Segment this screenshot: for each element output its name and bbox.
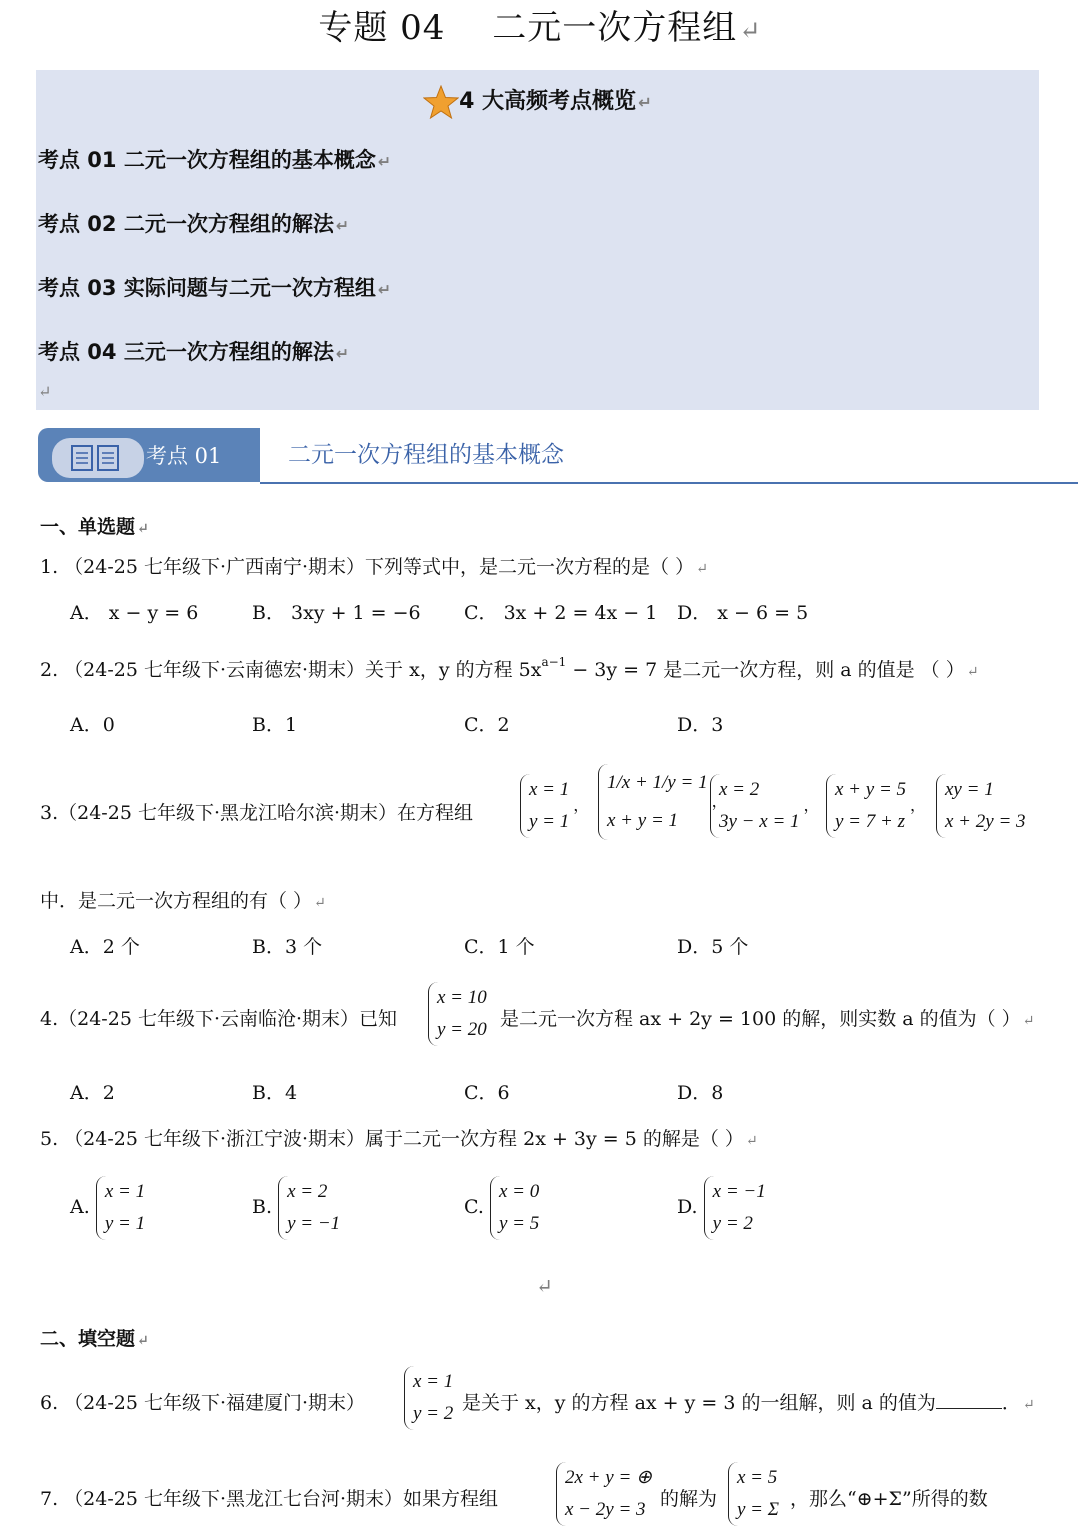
book-icon [52, 438, 144, 478]
section-heading-fill-in: 二、填空题 ↵ [40, 1328, 149, 1350]
topic-banner [38, 428, 1078, 488]
topic-title: 二元一次方程组的基本概念 [288, 442, 564, 468]
q7-mid: 的解为 [660, 1488, 718, 1510]
q4-option-c: C．6 [464, 1082, 510, 1104]
question-3: 3.（24-25 七年级下·黑龙江哈尔滨·期末）在方程组 [40, 802, 474, 824]
q1-option-c: C． 3x + 2 = 4x − 1 [464, 602, 658, 624]
q3-system-5: xy = 1 x + 2y = 3 [936, 774, 1030, 838]
question-6: 6. （24-25 七年级下·福建厦门·期末） [40, 1392, 366, 1414]
page-title: 专题 04 二元一次方程组↵ [318, 8, 762, 48]
q3-system-2: 1/x + 1/y = 1 x + y = 1， [598, 764, 728, 840]
q7-system: 2x + y = ⊕ x − 2y = 3 [556, 1462, 656, 1526]
topic-label: 考点 01 [146, 444, 222, 468]
q3-option-b: B．3 个 [252, 936, 323, 958]
paragraph-mark: ↵ [38, 382, 52, 401]
q2-option-d: D．3 [677, 714, 724, 736]
q2-option-c: C．2 [464, 714, 510, 736]
topic-underline [260, 482, 1078, 484]
overview-item-04: 考点 04 三元一次方程组的解法 ↵ [38, 340, 350, 364]
q3-option-a: A．2 个 [70, 936, 140, 958]
q4-system: x = 10 y = 20 [428, 982, 491, 1046]
q1-option-a: A． x − y = 6 [70, 602, 199, 624]
question-2: 2. （24-25 七年级下·云南德宏·期末）关于 x，y 的方程 $5x^{a-1} - 3y = 7$ 是二元一次方程，则 a 的值是 （ ） ↵ [40, 655, 979, 681]
q4-option-b: B．4 [252, 1082, 298, 1104]
answer-blank[interactable] [936, 1408, 1002, 1409]
q5-option-d: D. x = −1 y = 2 [677, 1176, 770, 1240]
question-7: 7. （24-25 七年级下·黑龙江七台河·期末）如果方程组 [40, 1488, 499, 1510]
topic-label-box [38, 428, 260, 482]
q3-tail: 中．是二元一次方程组的有（ ） ↵ [40, 890, 326, 912]
question-1: 1. （24-25 七年级下·广西南宁·期末）下列等式中，是二元一次方程的是（ ） ↵ [40, 556, 709, 578]
q4-stem-tail: 是二元一次方程 ax + 2y = 100 的解，则实数 a 的值为（ ） ↵ [500, 1008, 1035, 1030]
q6-stem-tail: 是关于 x，y 的方程 ax + y = 3 的一组解，则 a 的值为 ． ↵ [462, 1392, 1035, 1414]
overview-item-03: 考点 03 实际问题与二元一次方程组 ↵ [38, 276, 392, 300]
q5-option-c: C. x = 0 y = 5 [464, 1176, 543, 1240]
q3-system-3: x = 2 3y − x = 1， [710, 774, 820, 838]
overview-panel [36, 70, 1039, 410]
star-icon [423, 85, 459, 119]
question-4: 4.（24-25 七年级下·云南临沧·期末）已知 [40, 1008, 398, 1030]
q3-system-4: x + y = 5 y = 7 + z， [826, 774, 926, 838]
question-5: 5. （24-25 七年级下·浙江宁波·期末）属于二元一次方程 2x + 3y = 5 的解是（ ） ↵ [40, 1128, 758, 1150]
overview-item-02: 考点 02 二元一次方程组的解法 ↵ [38, 212, 350, 236]
q1-option-b: B． 3xy + 1 = −6 [252, 602, 421, 624]
q2-option-b: B．1 [252, 714, 298, 736]
q4-option-a: A．2 [70, 1082, 115, 1104]
q7-stem-tail: ，那么“⊕+Σ”所得的数 [790, 1488, 988, 1510]
paragraph-mark: ↵ [536, 1274, 553, 1298]
section-heading-single-choice: 一、单选题 ↵ [40, 516, 149, 538]
q1-option-d: D． x − 6 = 5 [677, 602, 809, 624]
overview-header: 4 大高频考点概览 ↵ [36, 84, 1039, 119]
q4-option-d: D．8 [677, 1082, 724, 1104]
q5-option-b: B. x = 2 y = −1 [252, 1176, 344, 1240]
q6-system: x = 1 y = 2 [404, 1366, 457, 1430]
q5-option-a: A. x = 1 y = 1 [70, 1176, 149, 1240]
q3-option-c: C．1 个 [464, 936, 535, 958]
q7-solution: x = 5 y = Σ [728, 1462, 783, 1526]
q3-option-d: D．5 个 [677, 936, 749, 958]
overview-item-01: 考点 01 二元一次方程组的基本概念 ↵ [38, 148, 392, 172]
q3-system-1: x = 1 y = 1， [520, 774, 589, 838]
q2-option-a: A．0 [70, 714, 115, 736]
